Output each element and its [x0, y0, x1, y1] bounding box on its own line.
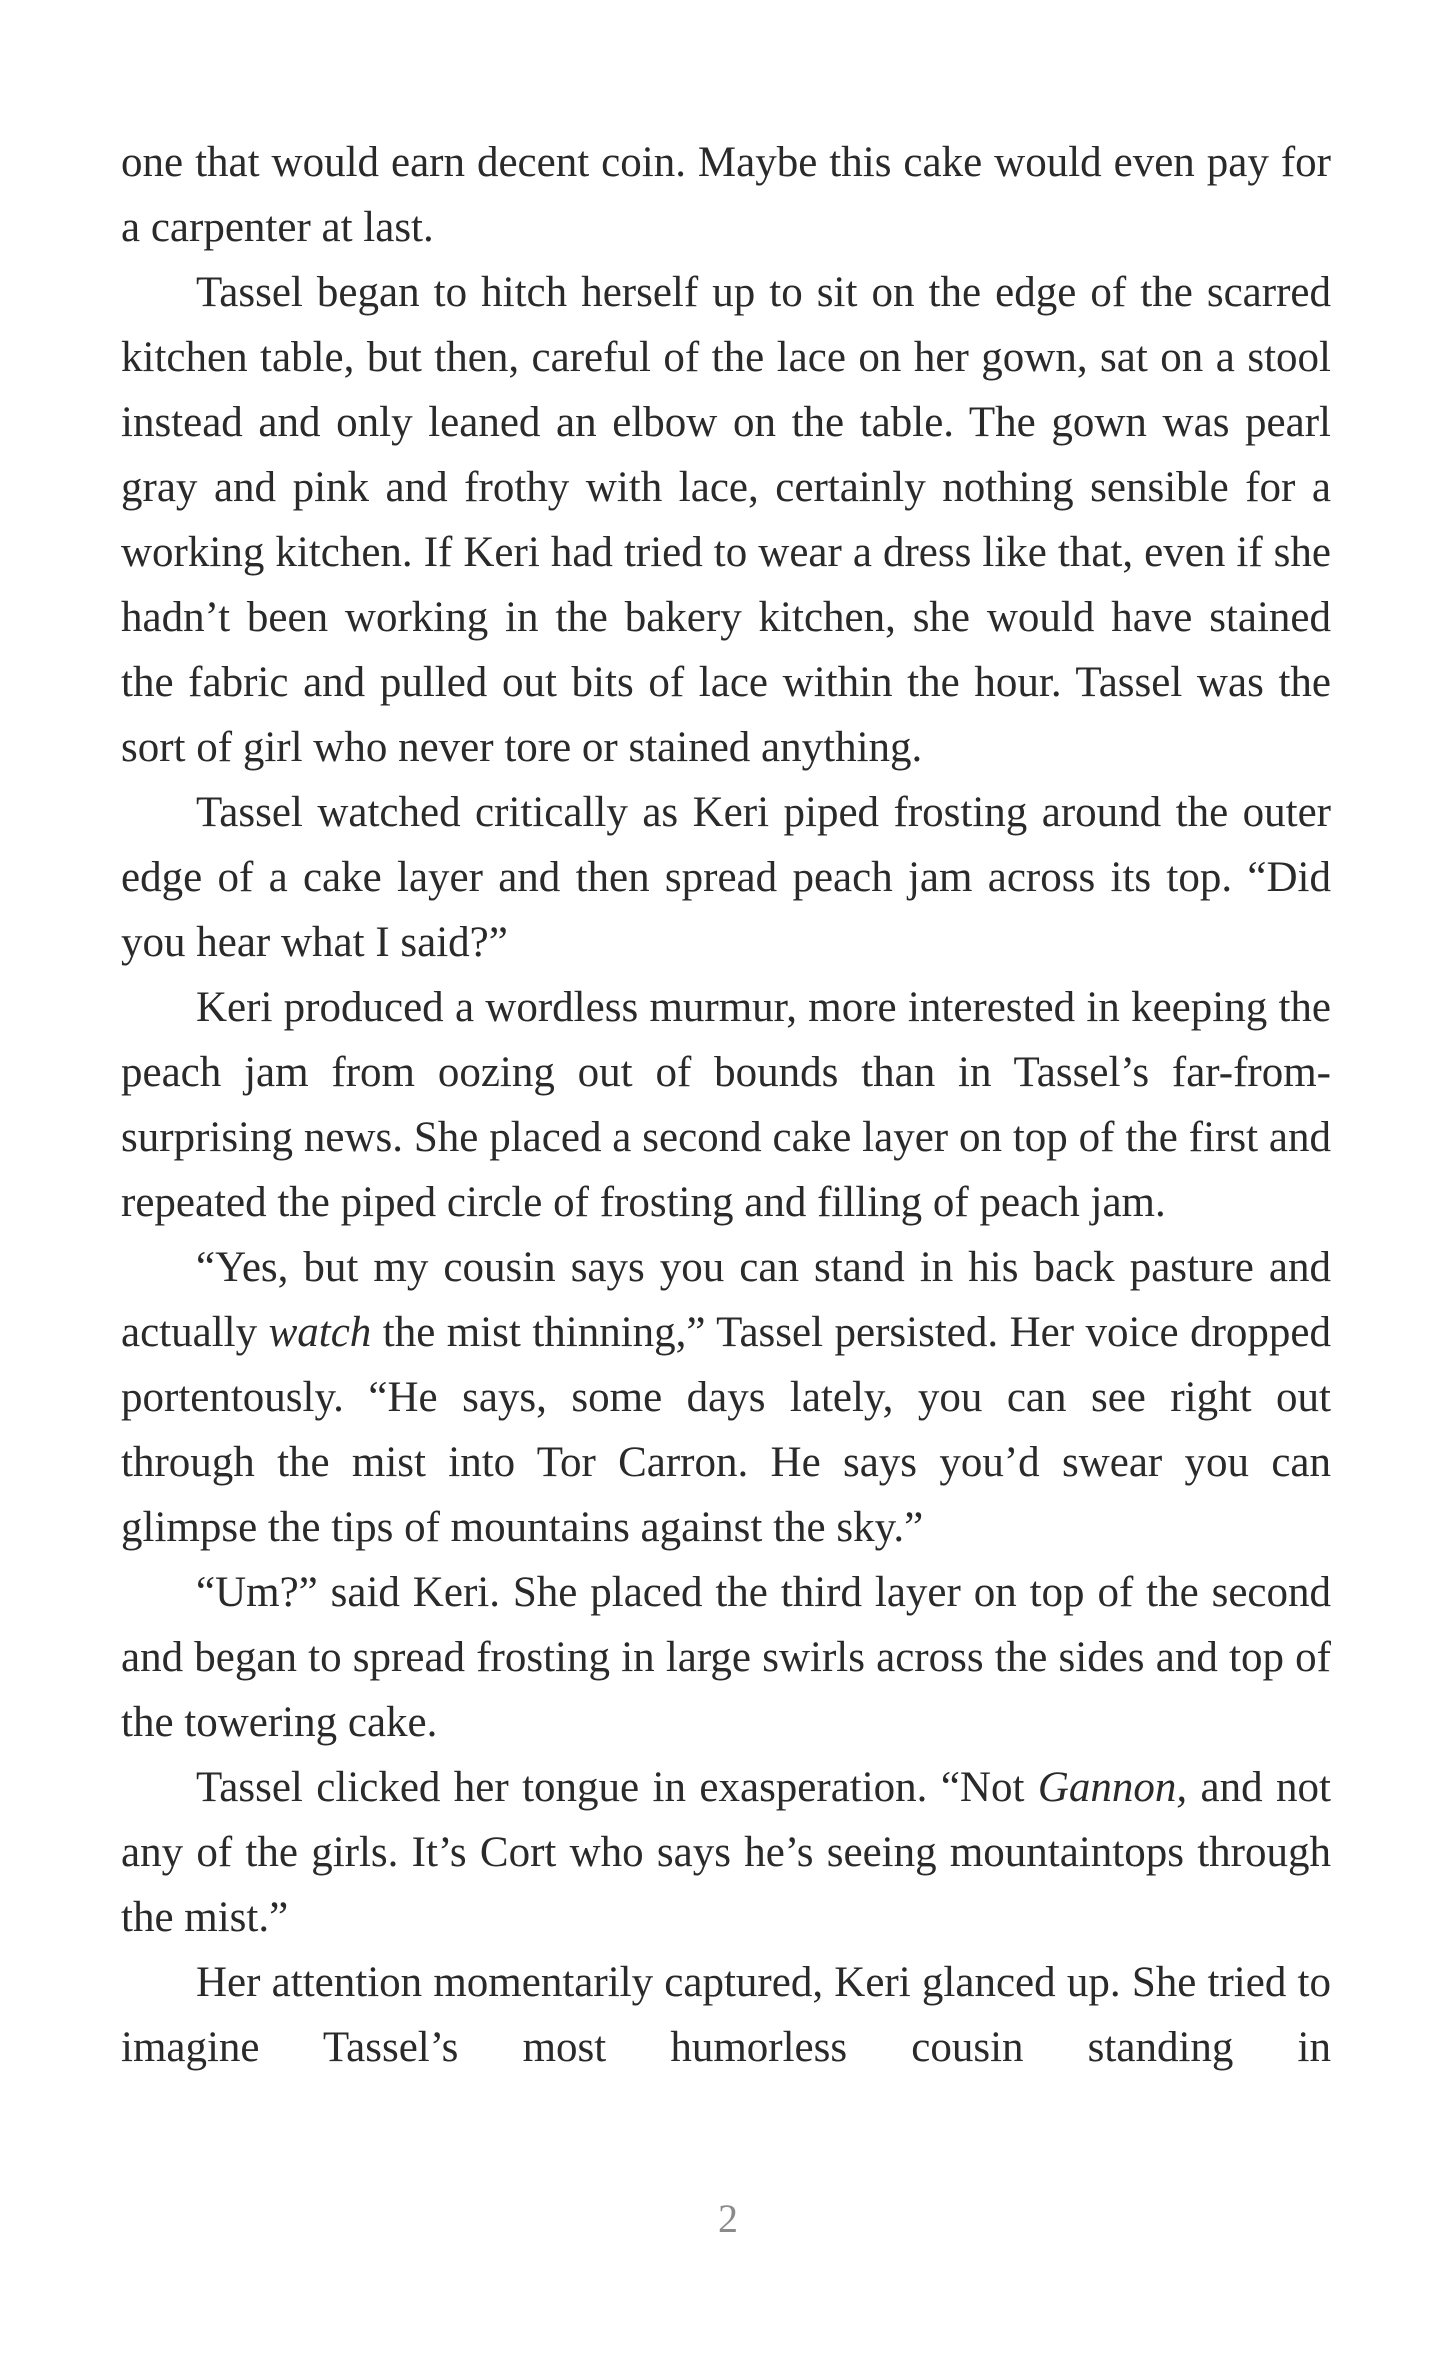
italic-word: watch — [268, 1309, 372, 1356]
paragraph — [121, 260, 1331, 780]
paragraph — [121, 1755, 1331, 1950]
paragraph — [121, 1560, 1331, 1755]
italic-word: Gannon, — [1037, 1764, 1188, 1811]
paragraph — [121, 130, 1331, 260]
paragraph-text: Tassel watched critically as Keri piped frosting around the outer edge of a cake layer and then spread peach jam across its top. “Did you hear what I said?” — [121, 789, 1331, 966]
paragraph-text: Keri produced a wordless murmur, more interested in keeping the peach jam from oozing out of bounds than in Tassel’s far-from-surprising news. She placed a second cake layer on top of the first and repeated the piped circle of frosting and filling of peach jam. — [121, 984, 1331, 1226]
paragraph-text: and not any of the girls. It’s Cort who says he’s seeing mountaintops through the mist.” — [121, 1764, 1331, 1941]
paragraph-text: “Um?” said Keri. She placed the third layer on top of the second and began to spread frosting in large swirls across the sides and top of the towering cake. — [121, 1569, 1331, 1746]
paragraph-text: Tassel began to hitch herself up to sit on the edge of the scarred kitchen table, but then, careful of the lace on her gown, sat on a stool instead and only leaned an elbow on the table. The gown was pearl gray and pink and frothy with lace, certainly nothing sensible for a working kitchen. If Keri had tried to wear a dress like that, even if she hadn’t been working in the bakery kitchen, she would have stained the fabric and pulled out bits of lace within the hour. Tassel was the sort of girl who never tore or stained anything. — [121, 269, 1331, 771]
paragraph-text: Tassel clicked her tongue in exasperation. “Not — [196, 1764, 1038, 1811]
body-text — [121, 130, 1331, 2080]
paragraph — [121, 1950, 1331, 2080]
paragraph — [121, 1235, 1331, 1560]
paragraph-text: Her attention momentarily captured, Keri glanced up. She tried to imagine Tassel’s most humorless cousin standing in — [121, 1959, 1331, 2071]
paragraph-text: “Yes, but my cousin says you can stand in his back pasture and actually — [121, 1244, 1331, 1356]
paragraph — [121, 975, 1331, 1235]
page-number: 2 — [718, 2196, 738, 2241]
paragraph-text: the mist thinning,” Tassel persisted. Her voice dropped portentously. “He says, some days lately, you can see right out through the mist into Tor Carron. He says you’d swear you can glimpse the tips of mountains against the sky.” — [121, 1309, 1331, 1551]
paragraph-text: one that would earn decent coin. Maybe this cake would even pay for a carpenter at last. — [121, 139, 1331, 251]
paragraph — [121, 780, 1331, 975]
